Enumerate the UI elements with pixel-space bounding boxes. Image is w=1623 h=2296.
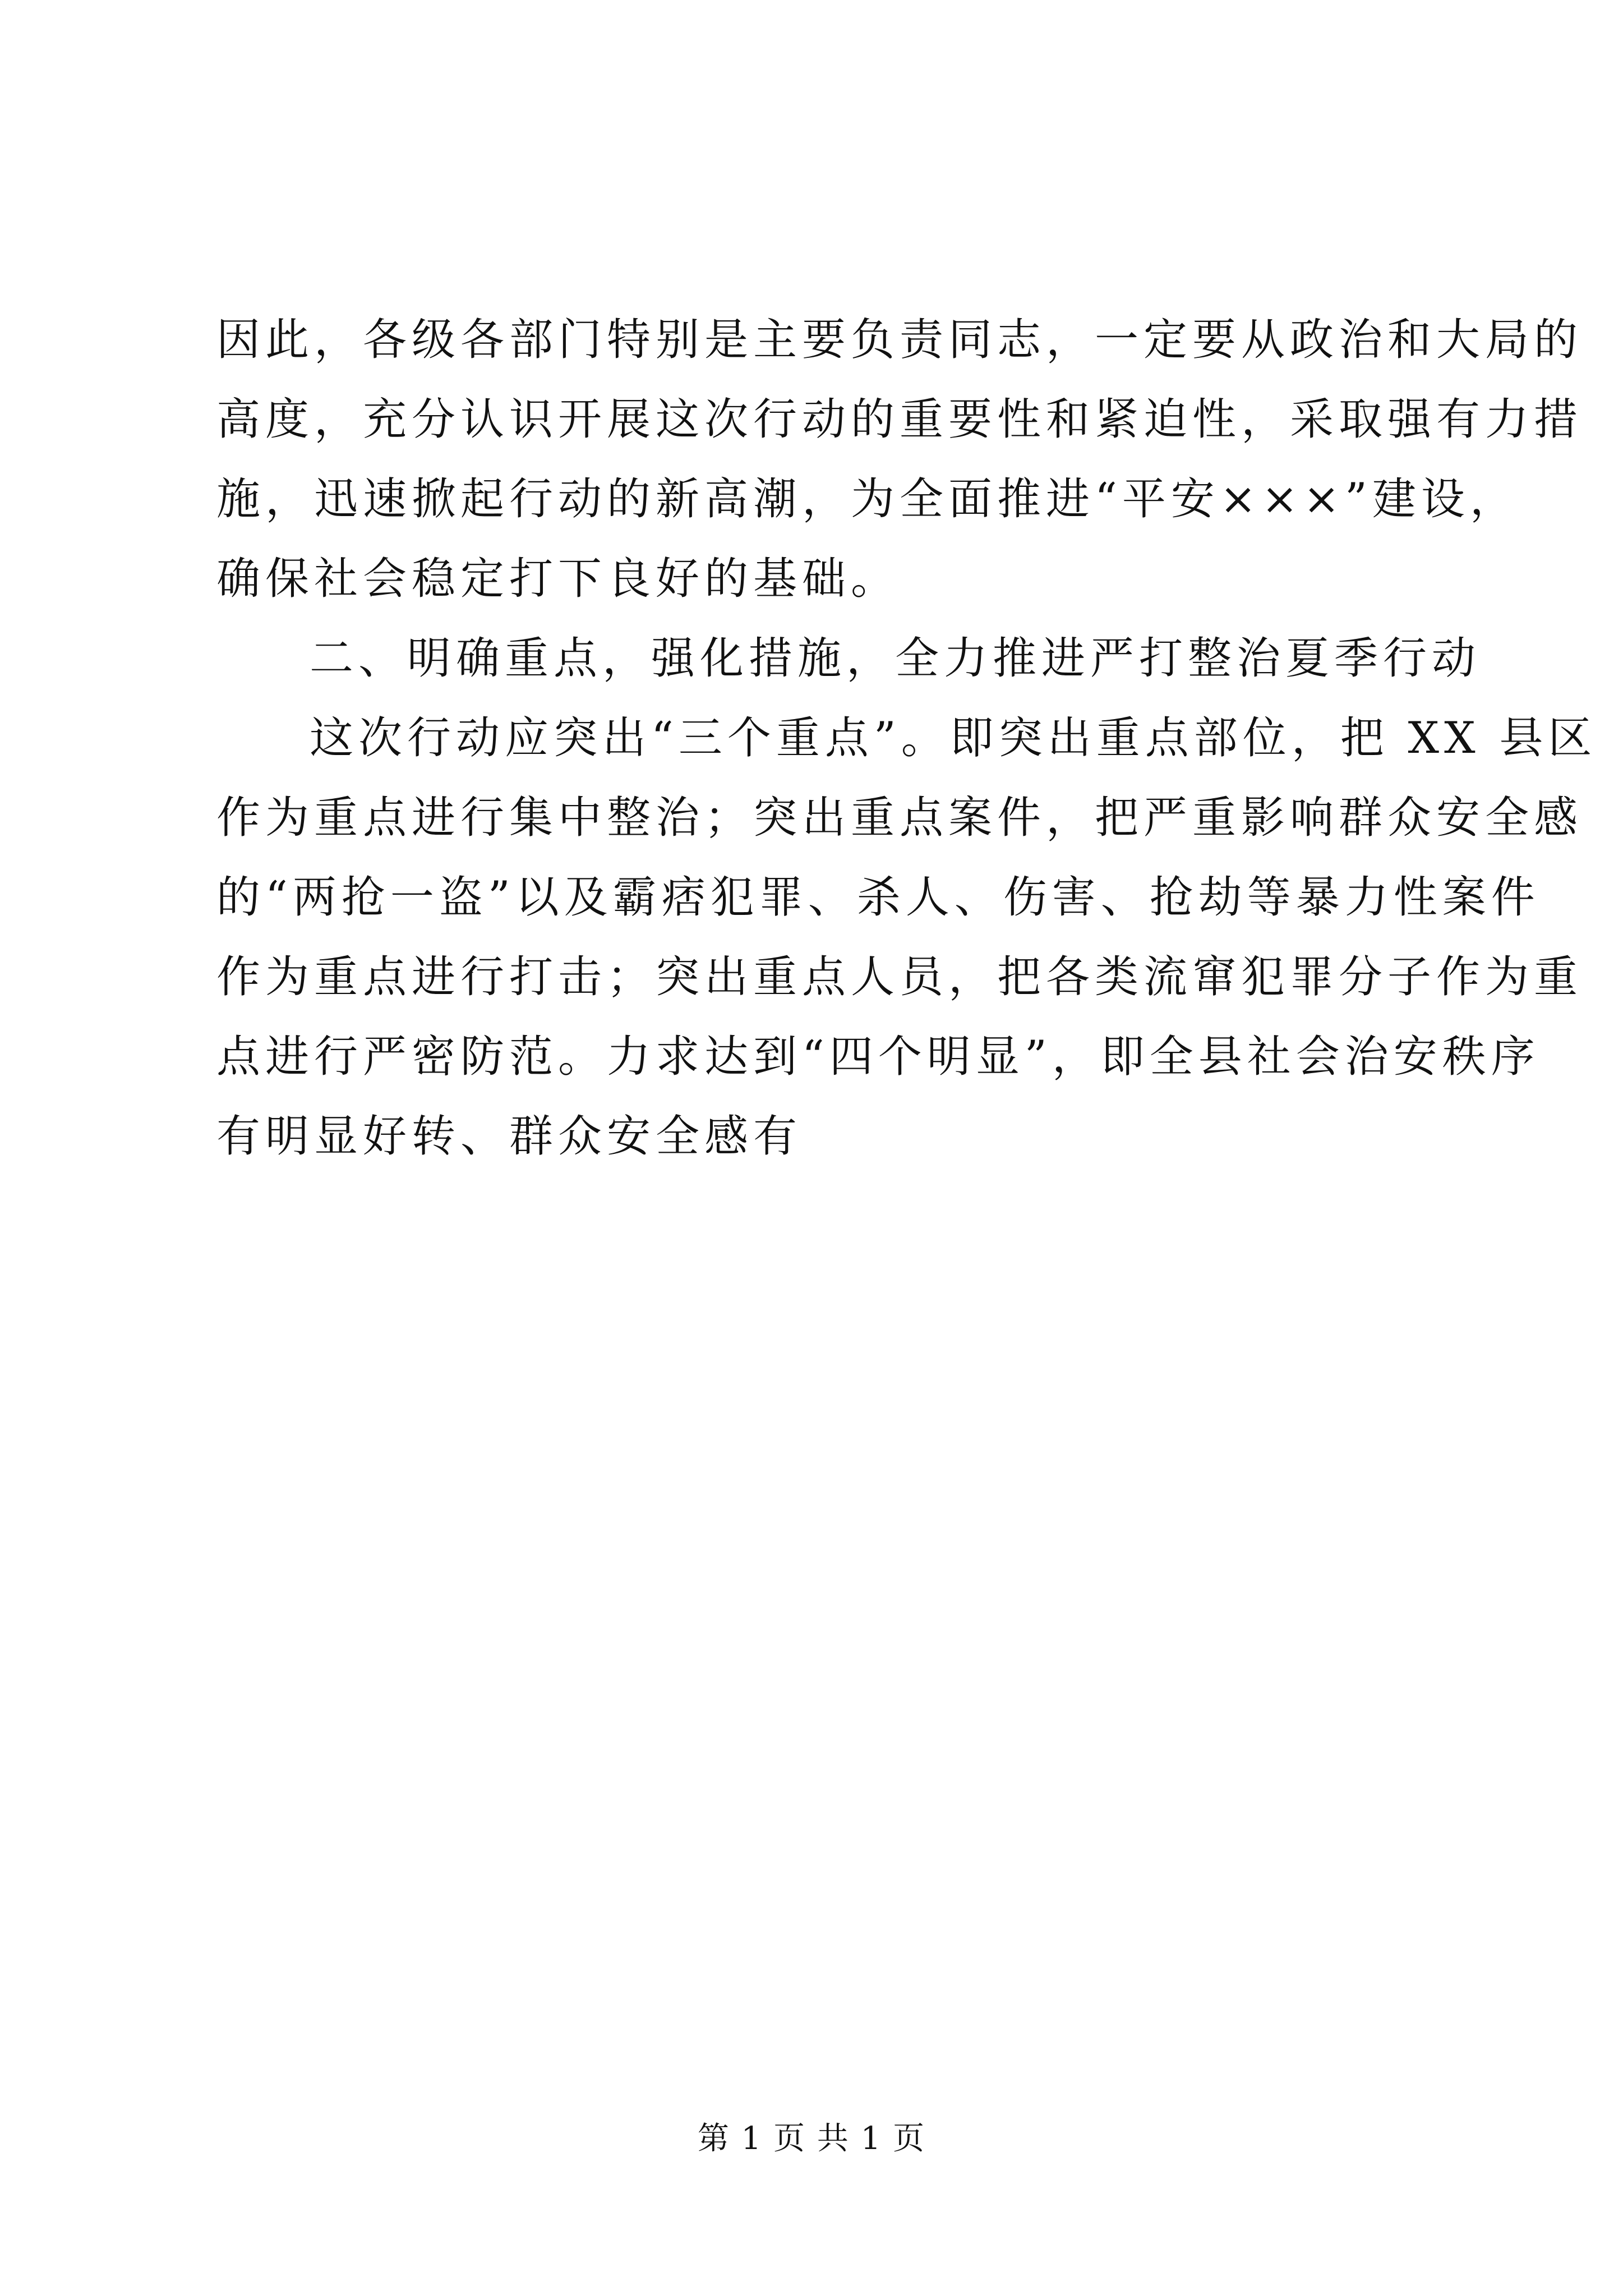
paragraph-line: 作为重点进行打击；突出重点人员，把各类流窜犯罪分子作为重 [216,952,1583,1002]
paragraph-line: 确保社会稳定打下良好的基础。 [216,554,900,604]
page-number-footer: 第 1 页 共 1 页 [697,2120,926,2157]
paragraph-line: 高度，充分认识开展这次行动的重要性和紧迫性，采取强有力措 [216,394,1583,445]
paragraph-line: 有明显好转、群众安全感有 [216,1111,803,1162]
section-heading: 二、明确重点，强化措施，全力推进严打整治夏季行动 [310,633,1481,684]
paragraph-line: 的“两抢一盗”以及霸痞犯罪、杀人、伤害、抢劫等暴力性案件 [216,872,1540,923]
paragraph-line: 施，迅速掀起行动的新高潮，为全面推进“平安×××”建设， [216,474,1519,524]
paragraph-line: 点进行严密防范。力求达到“四个明显”，即全县社会治安秩序 [216,1032,1540,1082]
paragraph-line: 作为重点进行集中整治；突出重点案件，把严重影响群众安全感 [216,793,1583,843]
paragraph-line: 这次行动应突出“三个重点”。即突出重点部位，把 XX 县区 [310,713,1597,763]
document-body [216,300,1597,1176]
paragraph-line: 因此，各级各部门特别是主要负责同志，一定要从政治和大局的 [216,315,1583,365]
